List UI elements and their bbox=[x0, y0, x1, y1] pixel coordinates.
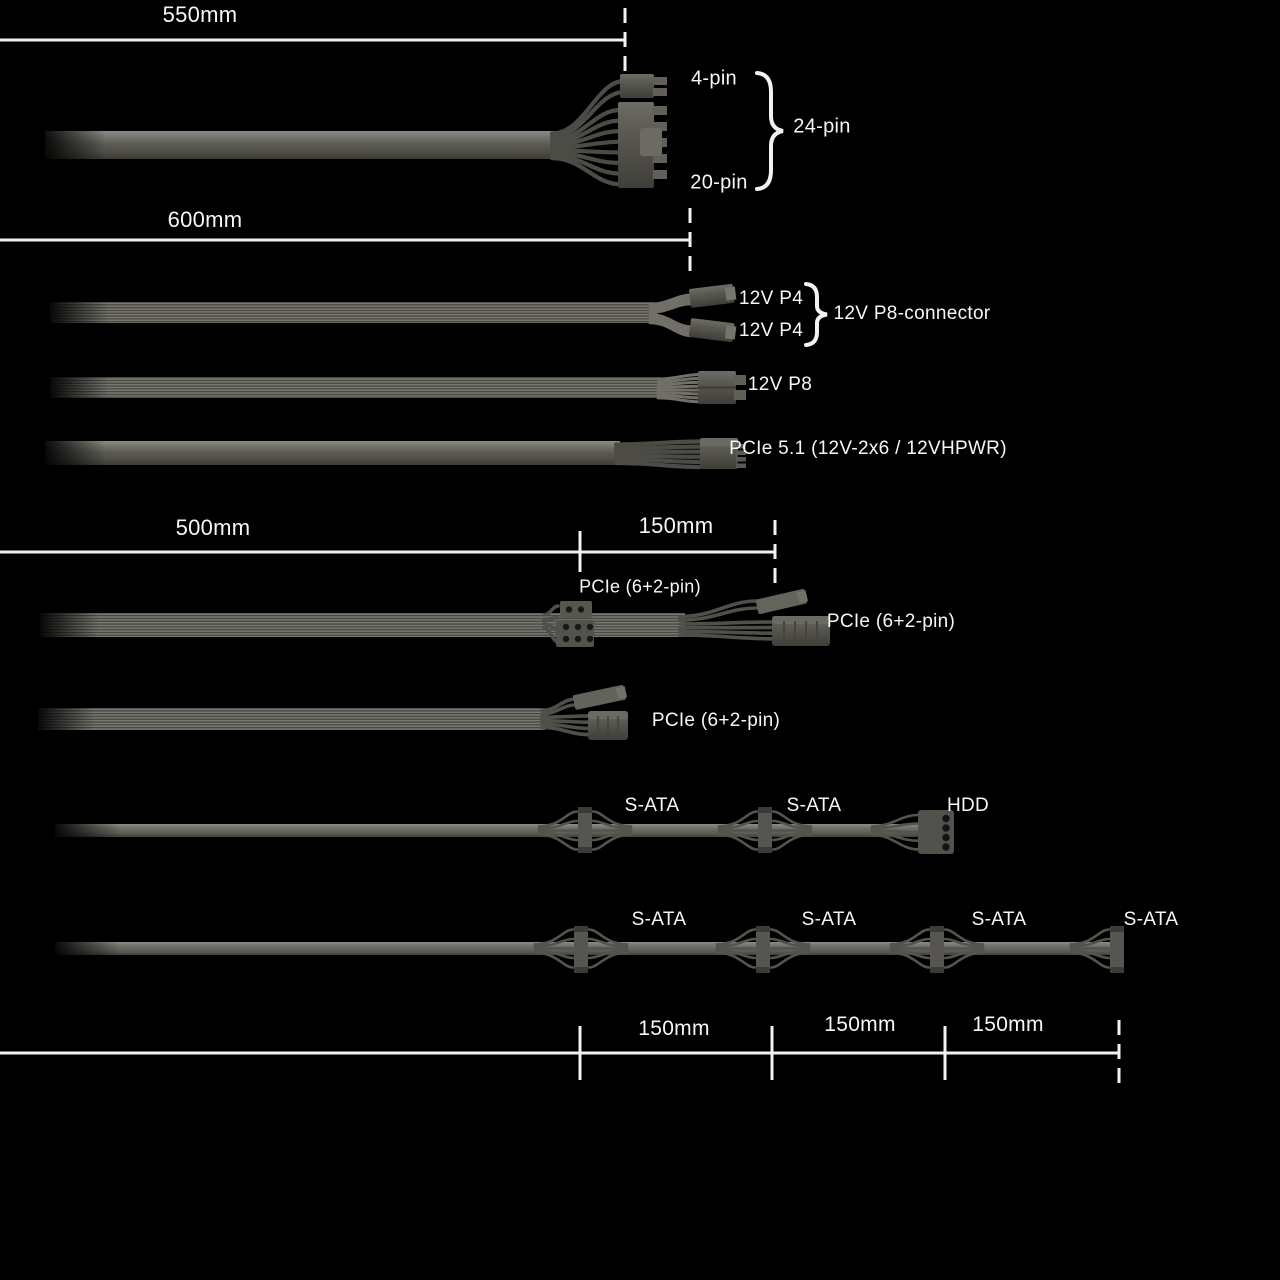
label-sata-r7-2: S-ATA bbox=[786, 795, 842, 816]
label-12v-p4-bottom: 12V P4 bbox=[738, 320, 804, 341]
sata-quad-cable bbox=[50, 926, 1124, 973]
label-sata-r8-1: S-ATA bbox=[631, 909, 687, 930]
label-12v-p8-connector: 12V P8-connector bbox=[833, 303, 991, 324]
sata-quad-connector-4 bbox=[1110, 926, 1124, 973]
label-pcie-end: PCIe (6+2-pin) bbox=[826, 611, 956, 632]
length-150mm-b3: 150mm bbox=[972, 1013, 1044, 1036]
measure-600 bbox=[0, 208, 690, 271]
length-500mm: 500mm bbox=[175, 515, 251, 540]
brace-24pin bbox=[757, 73, 783, 189]
label-24pin: 24-pin bbox=[793, 115, 851, 138]
length-600mm: 600mm bbox=[167, 207, 243, 232]
label-sata-r8-4: S-ATA bbox=[1123, 909, 1179, 930]
length-150mm-b1: 150mm bbox=[638, 1017, 710, 1040]
pcie-daisy-cable bbox=[35, 588, 830, 647]
length-150mm-top: 150mm bbox=[638, 513, 714, 538]
length-550mm: 550mm bbox=[162, 2, 238, 27]
label-20pin: 20-pin bbox=[690, 171, 748, 194]
pcie-single-sense-connector bbox=[572, 684, 627, 710]
label-4pin: 4-pin bbox=[691, 67, 737, 90]
pcie-single-cable bbox=[33, 684, 628, 740]
sata-quad-connector-3 bbox=[930, 926, 944, 973]
p8-cable-ribbon bbox=[50, 377, 660, 398]
pcie51-sleeve bbox=[45, 441, 620, 465]
pcie-end-connector bbox=[772, 616, 830, 646]
p4-connector-bottom bbox=[689, 318, 737, 342]
sata-connector-2 bbox=[758, 807, 772, 853]
label-pcie-single: PCIe (6+2-pin) bbox=[651, 710, 781, 731]
atx-24pin-cable bbox=[38, 73, 783, 189]
p4-connector-top bbox=[689, 283, 737, 307]
label-pcie51: PCIe 5.1 (12V-2x6 / 12VHPWR) bbox=[729, 438, 1007, 459]
label-12v-p8: 12V P8 bbox=[747, 374, 813, 395]
pcie-sense-connector bbox=[755, 588, 808, 614]
atx-4pin-connector bbox=[620, 74, 667, 98]
label-pcie-mid: PCIe (6+2-pin) bbox=[579, 576, 701, 597]
sata-connector-1 bbox=[578, 807, 592, 853]
pcie51-cable bbox=[40, 438, 746, 469]
atx-20pin-connector bbox=[618, 102, 667, 188]
brace-p8-connector bbox=[806, 284, 827, 345]
p8-connector bbox=[698, 371, 746, 404]
cpu-cable-ribbon bbox=[50, 302, 655, 323]
label-12v-p4-top: 12V P4 bbox=[738, 288, 804, 309]
pcie-mid-connector bbox=[556, 601, 594, 647]
label-hdd: HDD bbox=[946, 795, 990, 816]
label-sata-r8-2: S-ATA bbox=[801, 909, 857, 930]
cpu-p8-cable bbox=[45, 371, 746, 404]
cpu-p4p4-cable bbox=[45, 283, 827, 345]
length-150mm-b2: 150mm bbox=[824, 1013, 896, 1036]
pcie-single-connector bbox=[588, 711, 628, 740]
pcie-single-ribbon bbox=[38, 708, 545, 730]
measure-550 bbox=[0, 8, 625, 71]
atx-latch bbox=[640, 128, 662, 156]
label-sata-r8-3: S-ATA bbox=[971, 909, 1027, 930]
sata-quad-connector-1 bbox=[574, 926, 588, 973]
label-sata-r7-1: S-ATA bbox=[624, 795, 680, 816]
measure-sata-segments bbox=[0, 1020, 1119, 1084]
atx-cable-sleeve bbox=[45, 131, 560, 159]
sata-quad-connector-2 bbox=[756, 926, 770, 973]
